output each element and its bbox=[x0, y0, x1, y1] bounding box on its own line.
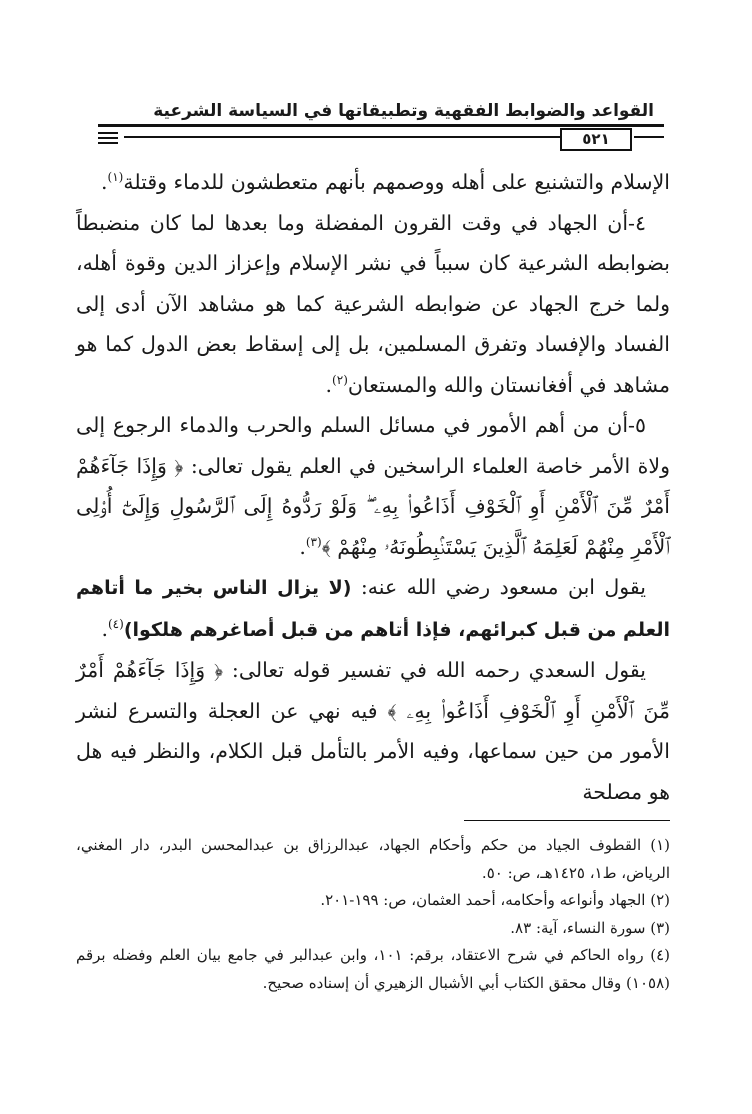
paragraph-3: ٥-أن من أهم الأمور في مسائل السلم والحرب والدماء الرجوع إلى ولاة الأمر خاصة العلماء الراسخين في العلم يقول تعالى: ﴿ وَإِذَا جَآءَهُمْ أَمْرٌ مِّنَ ٱلْأَمْنِ أَوِ ٱلْخَوْفِ أَذَاعُوا۟ بِهِۦ ۖ وَلَوْ رَدُّوهُ إِلَى ٱلرَّسُولِ وَإِلَىٰٓ أُو۟لِى ٱلْأَمْرِ مِنْهُمْ لَعَلِمَهُ ٱلَّذِينَ يَسْتَنۢبِطُونَهُۥ مِنْهُمْ ﴾$^{(٣)}$. bbox=[76, 413, 670, 559]
header-rule-right bbox=[634, 136, 664, 138]
ibn-masud-quote: (لا يزال الناس بخير ما أتاهم العلم من قبل كبرائهم، فإذا أتاهم من قبل أصاغرهم هلكوا) bbox=[76, 577, 670, 641]
page-number: ٥٢١ bbox=[560, 128, 632, 151]
header-rule-middle bbox=[124, 136, 560, 138]
header-rule-left-bars bbox=[98, 132, 118, 147]
footnote-4: (٤) رواه الحاكم في شرح الاعتقاد، برقم: ١٠١، وابن عبدالبر في جامع بيان العلم وفضله برقم (١٠٥٨) وقال محقق الكتاب أبي الأشبال الزهيري أن إسناده صحيح. bbox=[76, 946, 670, 992]
footnote-ref-3[interactable]: (٣) bbox=[305, 534, 322, 549]
footnote-2: (٢) الجهاد وأنواعه وأحكامه، أحمد العثمان، ص: ١٩٩-٢٠١. bbox=[320, 891, 670, 909]
footnotes bbox=[76, 832, 670, 997]
footnote-3: (٣) سورة النساء، آية: ٨٣. bbox=[510, 918, 670, 937]
main-text bbox=[76, 162, 670, 812]
quran-verse-1: ﴿ وَإِذَا جَآءَهُمْ أَمْرٌ مِّنَ ٱلْأَمْنِ أَوِ ٱلْخَوْفِ أَذَاعُوا۟ بِهِۦ ۖ وَلَوْ رَدُّوهُ إِلَى ٱلرَّسُولِ وَإِلَىٰٓ أُو۟لِى ٱلْأَمْرِ مِنْهُمْ لَعَلِمَهُ ٱلَّذِينَ يَسْتَنۢبِطُونَهُۥ مِنْهُمْ ﴾ bbox=[76, 453, 670, 559]
running-title: القواعد والضوابط الفقهية وتطبيقاتها في السياسة الشرعية bbox=[153, 101, 654, 121]
paragraph-5: يقول السعدي رحمه الله في تفسير قوله تعالى: ﴿ وَإِذَا جَآءَهُمْ أَمْرٌ مِّنَ ٱلْأَمْنِ أَوِ ٱلْخَوْفِ أَذَاعُوا۟ بِهِۦ ﴾ فيه نهي عن العجلة والتسرع لنشر الأمور من حين سماعها، وفيه الأمر بالتأمل قبل الكلام، والنظر فيه هل هو مصلحة bbox=[76, 658, 670, 804]
footnote-separator bbox=[464, 820, 670, 821]
quran-verse-2: ﴿ وَإِذَا جَآءَهُمْ أَمْرٌ مِّنَ ٱلْأَمْنِ أَوِ ٱلْخَوْفِ أَذَاعُوا۟ بِهِۦ ﴾ bbox=[76, 658, 670, 723]
footnote-ref-1[interactable]: (١) bbox=[107, 170, 124, 185]
header-rule bbox=[98, 124, 664, 127]
paragraph-2: ٤-أن الجهاد في وقت القرون المفضلة وما بعدها لما كان منضبطاً بضوابطه الشرعية كان سبباً في نشر الإسلام وإعزاز الدين وقوة أهله، ولما خرج الجهاد عن ضوابطه الشرعية كما هو مشاهد الآن أدى إلى الفساد والإفساد وتفرق المسلمين، بل إلى إسقاط بعض الدول كما هو مشاهد في أفغانستان والله والمستعان$^{(٢)}$. bbox=[76, 210, 670, 397]
paragraph-4: يقول ابن مسعود رضي الله عنه: (لا يزال الناس بخير ما أتاهم العلم من قبل كبرائهم، فإذا أتاهم من قبل أصاغرهم هلكوا)$^{(٤)}$. bbox=[76, 575, 670, 641]
footnote-ref-4[interactable]: (٤) bbox=[107, 616, 124, 631]
footnote-1: (١) القطوف الجياد من حكم وأحكام الجهاد، عبدالرزاق بن عبدالمحسن البدر، دار المغني، الرياض، ط١، ١٤٢٥هـ، ص: ٥٠. bbox=[76, 836, 670, 882]
footnote-ref-2[interactable]: (٢) bbox=[332, 372, 348, 387]
header-rule-row bbox=[98, 128, 664, 150]
paragraph-1: الإسلام والتشنيع على أهله ووصمهم بأنهم متعطشون للدماء وقتلة$^{(١)}$. bbox=[101, 170, 670, 194]
